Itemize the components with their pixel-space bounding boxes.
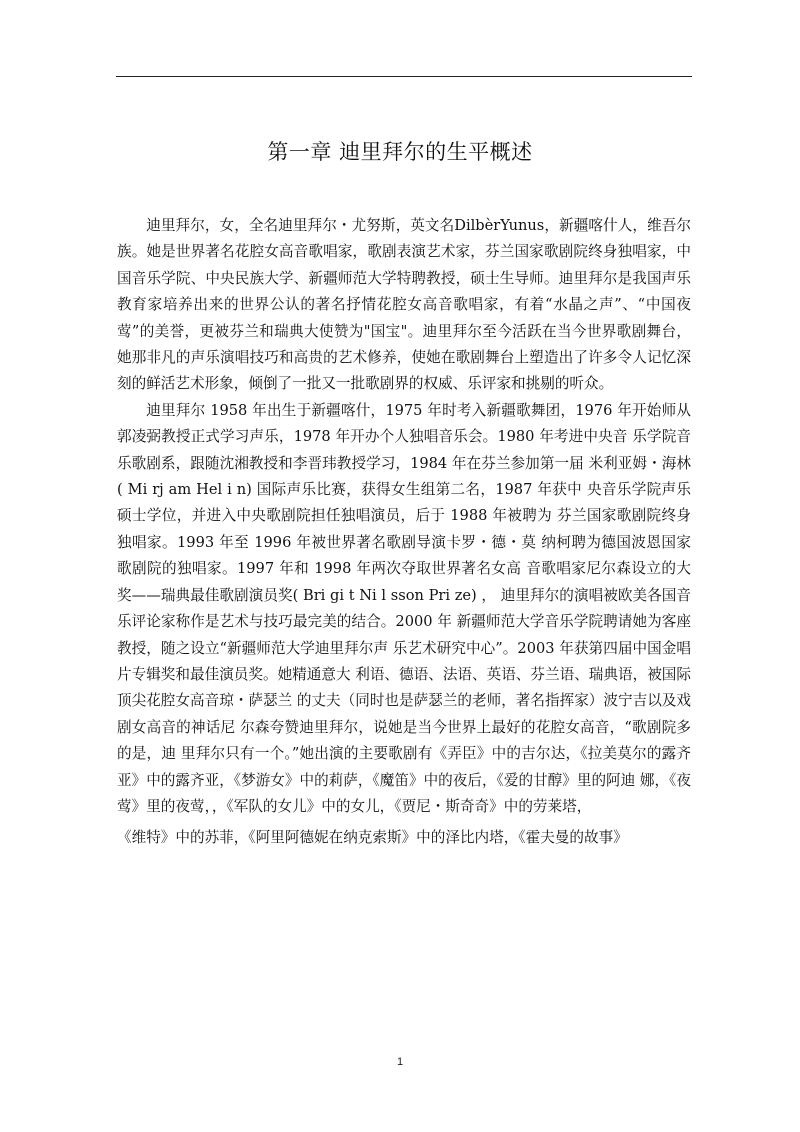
header-rule [116,76,692,77]
chapter-title: 第一章 迪里拜尔的生平概述 [267,140,533,164]
page-number: 1 [396,1056,404,1068]
paragraph-biography-intro: 迪里拜尔，女，全名迪里拜尔・尤努斯，英文名DilbèrYunus，新疆喀什人，维吾尔族。她是世界著名花腔女高音歌唱家，歌剧表演艺术家，芬兰国家歌剧院终身独唱家，中国音乐学院、中央民族大学、新疆师范大学特聘教授，硕士生导师。迪里拜尔是我国声乐教育家培养出来的世界公认的著名抒情花腔女高音歌唱家，有着“水晶之声”、“中国夜莺”的美誉，更被芬兰和瑞典大使赞为"国宝"。迪里拜尔至今活跃在当今世界歌剧舞台，她那非凡的声乐演唱技巧和高贵的艺术修养，使她在歌剧舞台上塑造出了许多令人记忆深刻的鲜活艺术形象，倾倒了一批又一批歌剧界的权威、乐评家和挑剔的听众。 [117,217,691,393]
paragraph-trailing-line: 《维特》中的苏菲，《阿里阿德妮在纳克索斯》中的泽比内塔，《霍夫曼的故事》 [117,829,628,847]
paragraph-career-history: 迪里拜尔 1958 年出生于新疆喀什，1975 年时考入新疆歌舞团，1976 年开始师从郭凌弼教授正式学习声乐，1978 年开办个人独唱音乐会。1980 年考进中央音 乐学院音乐歌剧系，跟随沈湘教授和李晋玮教授学习，1984 年在芬兰参加第一届 米利亚姆・海林( Mi rj am Hel i n) 国际声乐比赛，获得女生组第二名，1987 年获中 央音乐学院声乐硕士学位，并进入中央歌剧院担任独唱演员，后于 1988 年被聘为 芬兰国家歌剧院终身独唱家。1993 年至 1996 年被世界著名歌剧导演卡罗・德・莫 纳柯聘为德国波恩国家歌剧院的独唱家。1997 年和 1998 年两次夺取世界著名女高 音歌唱家尼尔森设立的大奖——瑞典最佳歌剧演员奖( Bri gi t Ni l sson Pri ze) ， 迪里拜尔的演唱被欧美各国音乐评论家称作是艺术与技巧最完美的结合。2000 年 新疆师范大学音乐学院聘请她为客座教授，随之设立“新疆师范大学迪里拜尔声 乐艺术研究中心”。2003 年获第四届中国金唱片专辑奖和最佳演员奖。她精通意大 利语、德语、法语、英语、芬兰语、瑞典语，被国际顶尖花腔女高音琼・萨瑟兰 的丈夫（同时也是萨瑟兰的老师，著名指挥家）波宁吉以及戏剧女高音的神话尼 尔森夸赞迪里拜尔，说她是当今世界上最好的花腔女高音，“歌剧院多的是，迪 里拜尔只有一个。”她出演的主要歌剧有《弄臣》中的吉尔达，《拉美莫尔的露齐 亚》中的露齐亚，《梦游女》中的莉萨，《魔笛》中的夜后，《爱的甘醇》里的阿迪 娜，《夜莺》里的夜莺，，《军队的女儿》中的女儿，《贾尼・斯奇奇》中的劳莱塔， [117,401,691,815]
body-text [117,213,691,852]
